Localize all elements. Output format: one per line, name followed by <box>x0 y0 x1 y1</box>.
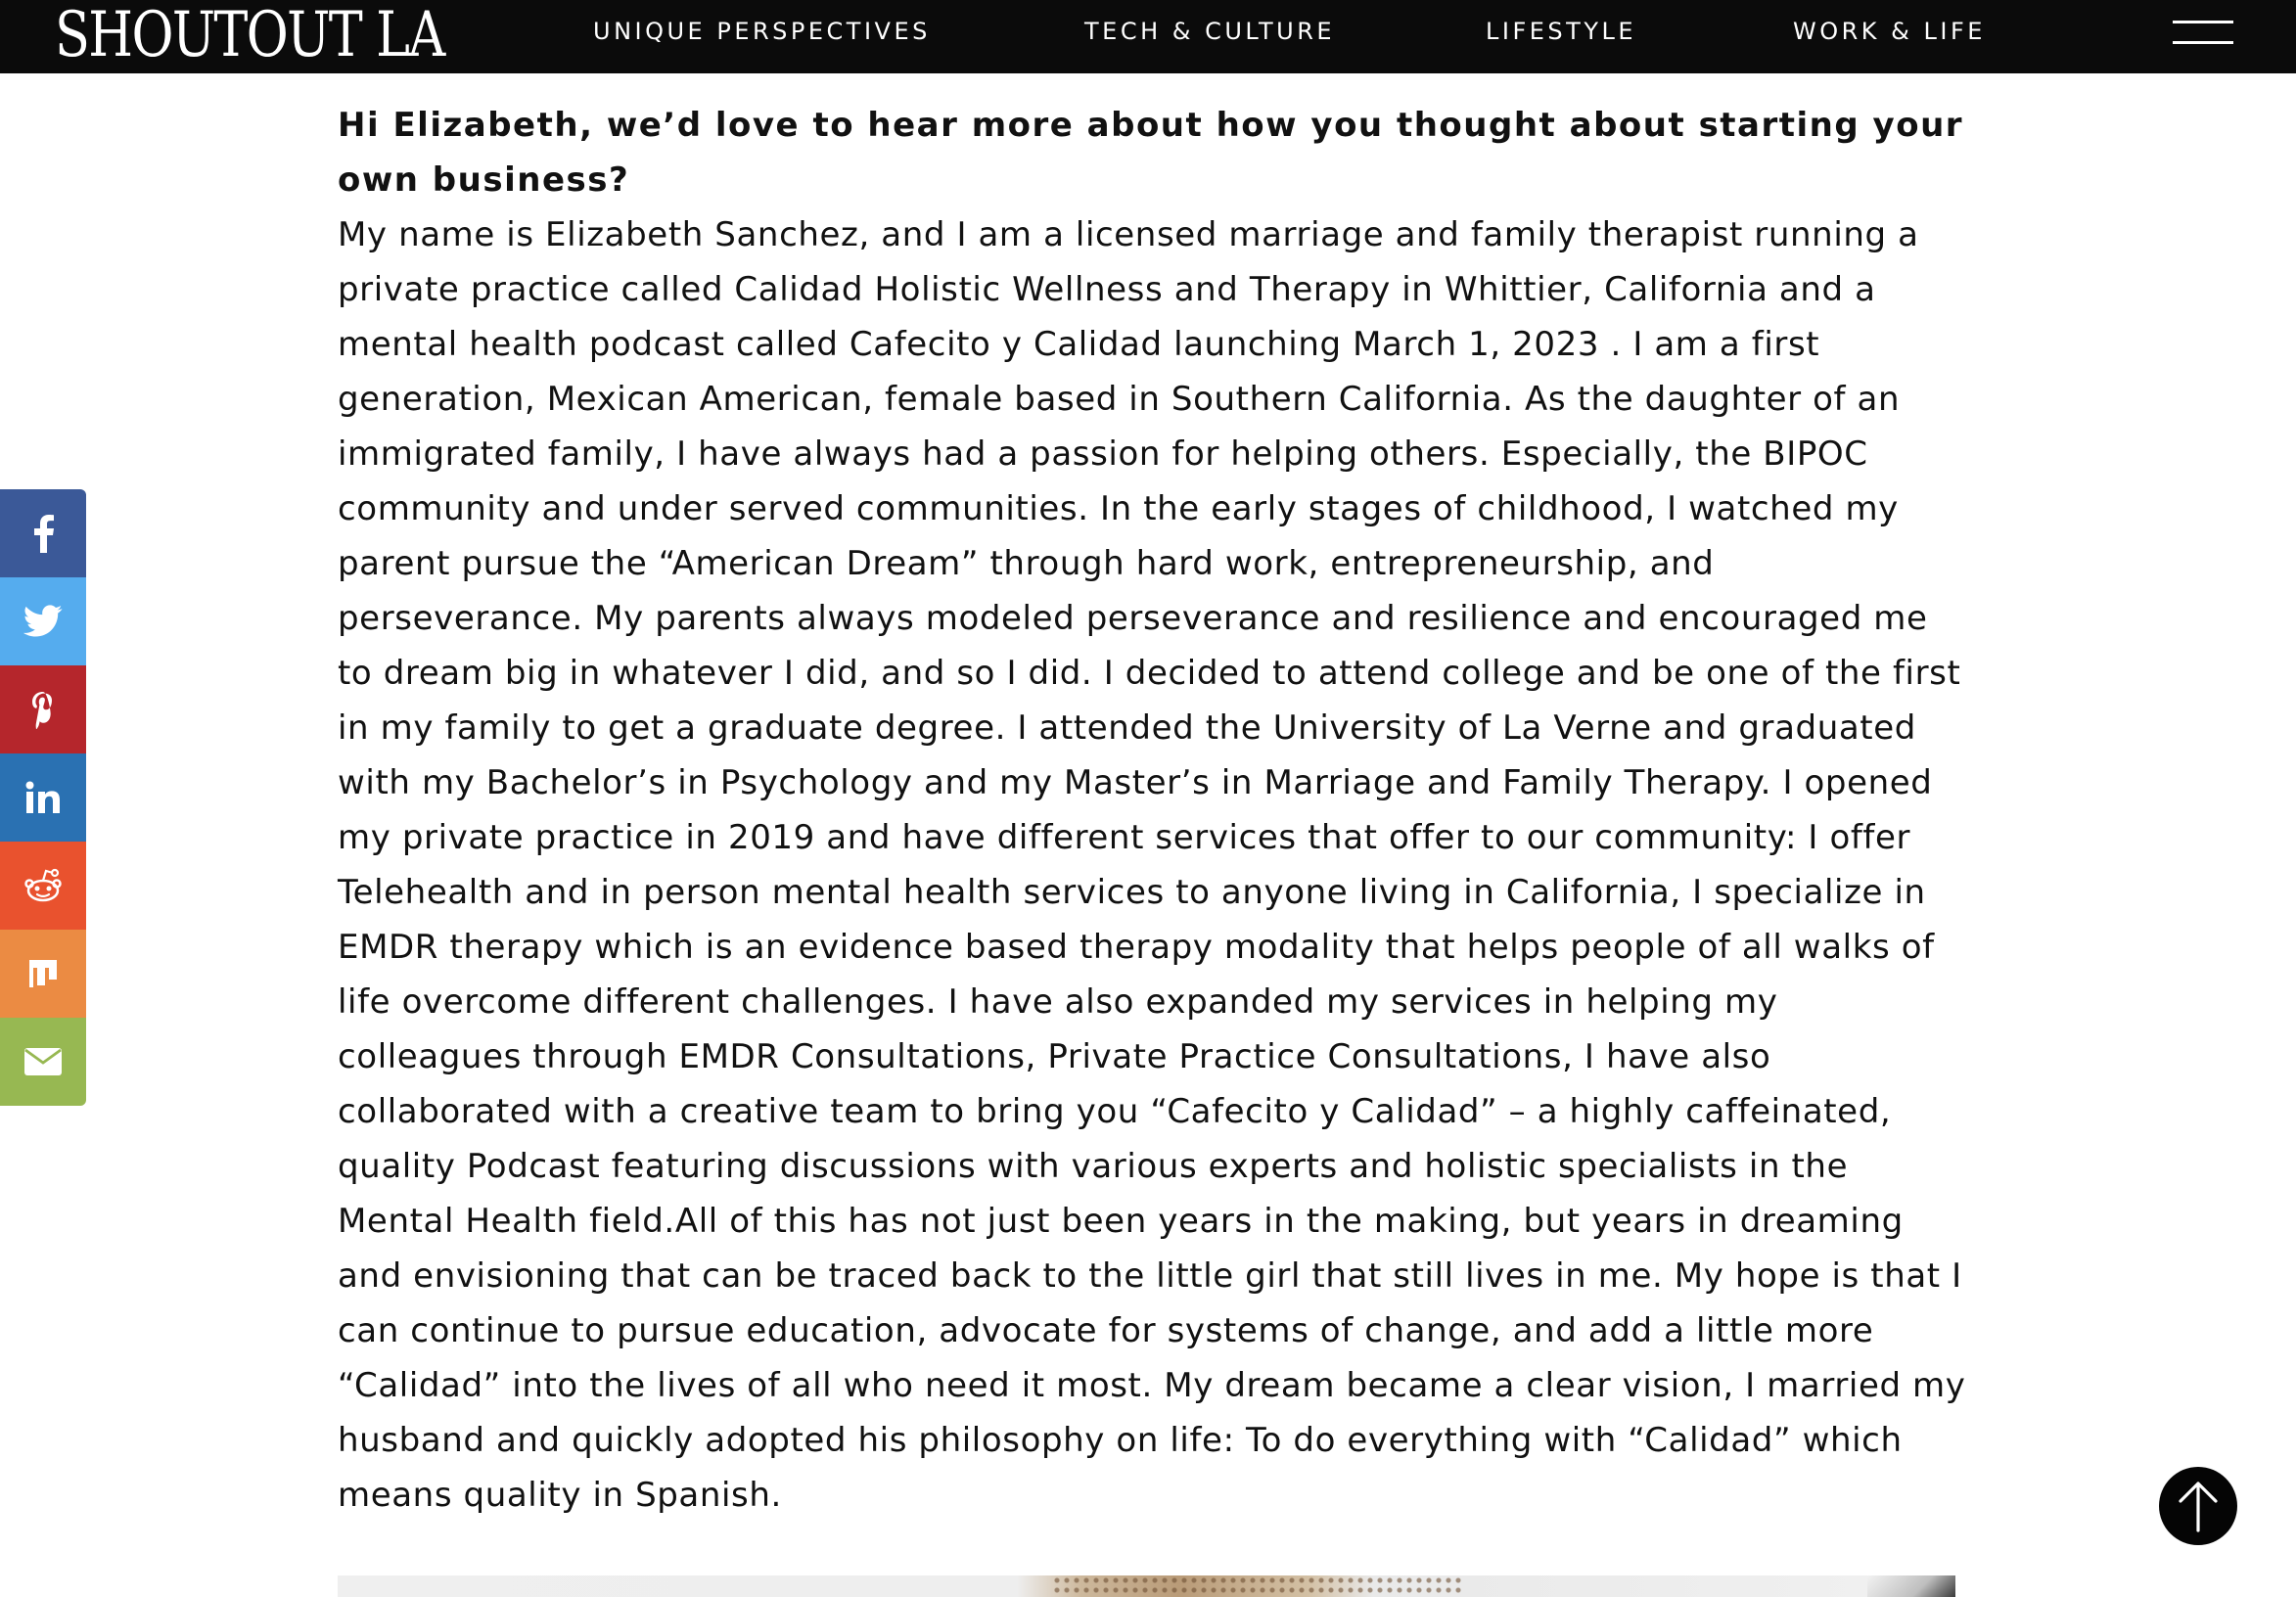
article-photo <box>338 1575 1955 1597</box>
nav-unique-perspectives[interactable]: UNIQUE PERSPECTIVES <box>593 18 931 45</box>
twitter-icon <box>23 605 63 638</box>
email-icon <box>23 1047 63 1076</box>
site-logo[interactable]: SHOUTOUT LA <box>55 0 444 71</box>
facebook-share-button[interactable] <box>0 489 86 577</box>
woven-hat-detail <box>1052 1575 1463 1597</box>
mix-icon <box>27 958 59 989</box>
interview-answer: My name is Elizabeth Sanchez, and I am a licensed marriage and family therapist running a private practice called Calidad Holistic Wellness and Therapy in Whittier, California and a mental health podcast called Cafecito y Calidad launching March 1, 2023 . I am a first generation, Mexican American, female based in Southern California. As the daughter of an immigrated family, I have always had a passion for helping others. Especially, the BIPOC community and under served communities. In the early stages of childhood, I watched my parent pursue the “American Dream” through hard work, entrepreneurship, and perseverance. My parents always modeled perseverance and resilience and encouraged me to dream big in whatever I did, and so I did. I decided to attend college and be one of the first in my family to get a graduate degree. I attended the University of La Verne and graduated with my Bachelor’s in Psychology and my Master’s in Marriage and Family Therapy. I opened my private practice in 2019 and have different services that offer to our community: I offer Telehealth and in person mental health services to anyone living in California, I specialize in EMDR therapy which is an evidence based therapy modality that helps people of all walks of life overcome different challenges. I have also expanded my services in helping my colleagues through EMDR Consultations, Private Practice Consultations, I have also collaborated with a creative team to bring you “Cafecito y Calidad” – a highly caffeinated, quality Podcast featuring discussions with various experts and holistic specialists in the Mental Health field.All of this has not just been years in the making, but years in dreaming and envisioning that can be traced back to the little girl that still lives in me. My hope is that I can continue to pursue education, advocate for systems of change, and add a little more “Calidad” into the lives of all who need it most. My dream became a clear vision, I married my husband and quickly adopted his philosophy on life: To do everything with “Calidad” which means quality in Spanish. <box>338 215 1966 1515</box>
article-body <box>338 98 1967 1523</box>
interview-question: Hi Elizabeth, we’d love to hear more about how you thought about starting your own business? <box>338 106 1964 200</box>
email-share-button[interactable] <box>0 1018 86 1106</box>
arrow-up-icon <box>2177 1480 2220 1532</box>
scroll-to-top-button[interactable] <box>2159 1467 2237 1545</box>
twitter-share-button[interactable] <box>0 577 86 665</box>
linkedin-share-button[interactable] <box>0 753 86 842</box>
hamburger-menu-icon[interactable] <box>2171 16 2235 51</box>
facebook-icon <box>28 514 58 553</box>
reddit-share-button[interactable] <box>0 842 86 930</box>
reddit-icon <box>23 867 64 904</box>
mix-share-button[interactable] <box>0 930 86 1018</box>
pinterest-share-button[interactable] <box>0 665 86 753</box>
nav-lifestyle[interactable]: LIFESTYLE <box>1486 18 1637 45</box>
share-sidebar <box>0 489 86 1106</box>
photo-corner-detail <box>1867 1575 1955 1597</box>
nav-tech-culture[interactable]: TECH & CULTURE <box>1084 18 1336 45</box>
nav-work-life[interactable]: WORK & LIFE <box>1793 18 1986 45</box>
pinterest-icon <box>28 690 58 729</box>
site-header <box>0 0 2296 73</box>
linkedin-icon <box>25 781 61 814</box>
